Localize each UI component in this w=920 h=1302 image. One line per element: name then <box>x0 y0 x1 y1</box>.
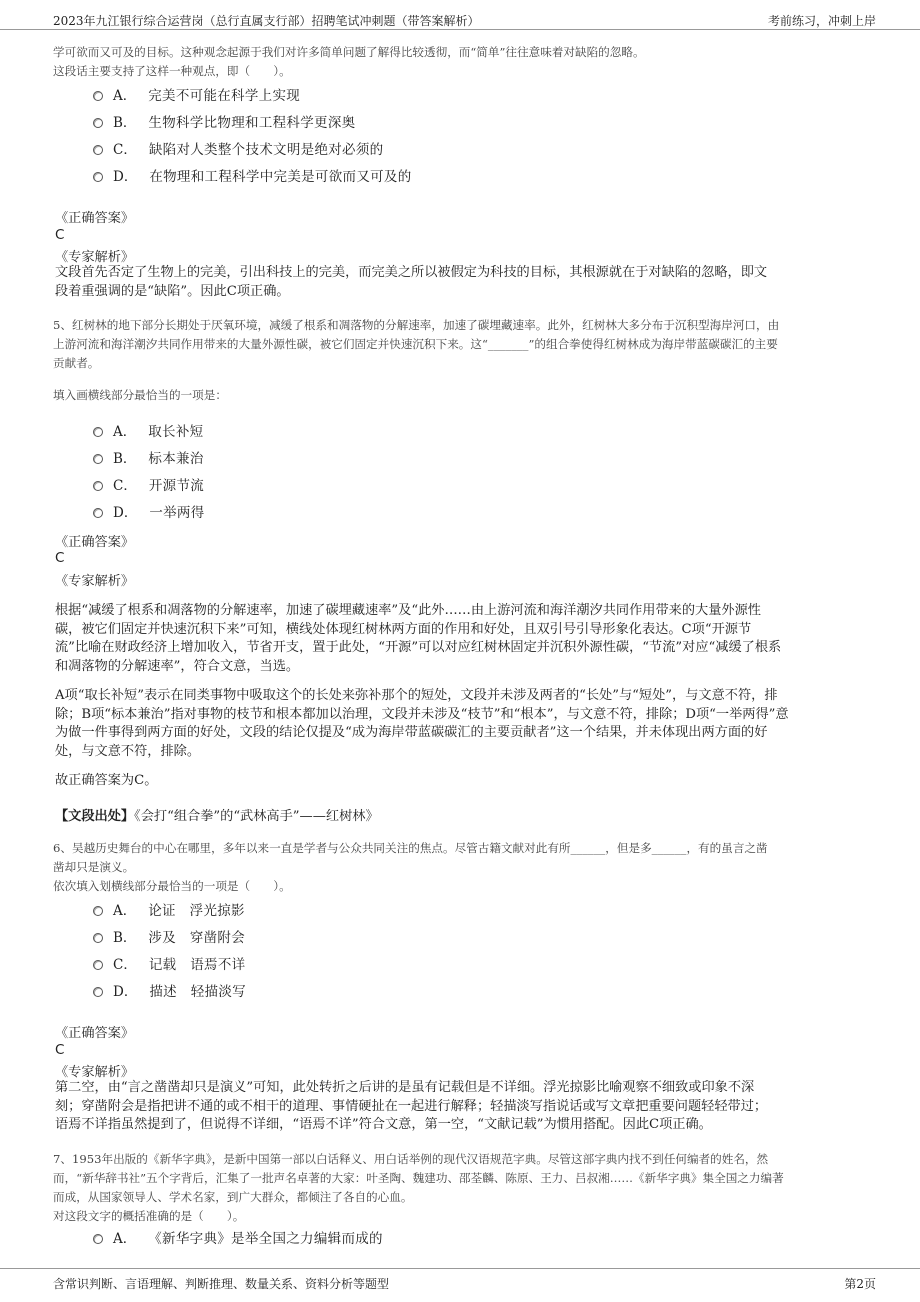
question-5-prompt: 填入画横线部分最恰当的一项是： <box>53 388 227 402</box>
question-4-option-d[interactable]: D． 在物理和工程科学中完美是可欲而又可及的 <box>93 165 412 185</box>
source-title: 《会打“组合拳”的“武林高手”——红树林》 <box>134 809 379 824</box>
page-header <box>0 0 920 30</box>
question-7-stem: 7、1953年出版的《新华字典》，是新中国第一部以白话释义、用白话举例的现代汉语规范字典。尽管这部字典内找不到任何编者的姓名，然 而，“新华辞书社”五个字背后，汇集了一批声名卓著的大家：叶圣陶、魏建功、邵荃麟、陈原、王力、吕叔湘……《新华字典》集全国之力编著 而成，从国家领导人、学术名家，到广大群众，都倾注了各自的心血。 对这段文字的概括准确的是（ ）。 <box>53 1152 784 1223</box>
question-4-option-c[interactable]: C． 缺陷对人类整个技术文明是绝对必须的 <box>93 138 383 158</box>
question-5-analysis-paragraph-2: A项“取长补短”表示在同类事物中吸取这个的长处来弥补那个的短处，文段并未涉及两者的“长处”与“短处”，与文意不符，排 除；B项“标本兼治”指对事物的枝节和根本都加以治理，文段并未涉及“枝节”和“根本”，与文意不符，排除；D项“一举两得”意 为做一件事得到两方面的好处，文段的结论仅提及“成为海岸带蓝碳碳汇的主要贡献者”这一个结果，并未体现出两方面的好 处，与文意不符，排除。 <box>55 688 789 759</box>
answer-value: C <box>55 227 65 243</box>
radio-button-icon[interactable] <box>93 145 103 155</box>
radio-button-icon[interactable] <box>93 454 103 464</box>
radio-button-icon[interactable] <box>93 508 103 518</box>
question-5-option-c[interactable]: C． 开源节流 <box>93 474 204 494</box>
document-title: 2023年九江银行综合运营岗（总行直属支行部）招聘笔试冲刺题（带答案解析） <box>53 14 480 28</box>
question-4-option-a[interactable]: A． 完美不可能在科学上实现 <box>93 84 300 104</box>
answer-label: 《正确答案》 <box>55 1026 135 1041</box>
question-7-option-a[interactable]: A． 《新华字典》是举全国之力编辑而成的 <box>93 1227 383 1247</box>
page-footer <box>0 1268 920 1302</box>
question-6-stem: 6、吴越历史舞台的中心在哪里，多年以来一直是学者与公众共同关注的焦点。尽管古籍文献对此有所______，但是多______，有的虽言之凿 凿却只是演义。 依次填入划横线部分最恰当的一项是（ ）。 <box>53 841 768 893</box>
analysis-label: 《专家解析》 <box>55 574 135 589</box>
radio-button-icon[interactable] <box>93 481 103 491</box>
radio-button-icon[interactable] <box>93 960 103 970</box>
question-5-conclusion: 故正确答案为C。 <box>55 773 158 788</box>
radio-button-icon[interactable] <box>93 172 103 182</box>
question-5-source <box>55 805 379 824</box>
answer-label: 《正确答案》 <box>55 535 135 550</box>
header-slogan: 考前练习，冲刺上岸 <box>767 14 876 28</box>
analysis-label: 《专家解析》 <box>55 250 135 265</box>
question-5-stem: 5、红树林的地下部分长期处于厌氧环境，减缓了根系和凋落物的分解速率，加速了碳埋藏速率。此外，红树林大多分布于沉积型海岸河口，由 上游河流和海洋潮汐共同作用带来的大量外源性碳，被它们固定并快速沉积下来。这“_______”的组合拳使得红树林成为海岸带蓝碳碳汇的主要 贡献者。 <box>53 318 780 370</box>
question-6-analysis: 第二空，由“言之凿凿却只是演义”可知，此处转折之后讲的是虽有记载但是不详细。浮光掠影比喻观察不细致或印象不深 刻；穿凿附会是指把讲不通的或不相干的道理、事情硬扯在一起进行解释；轻描淡写指说话或写文章把重要问题轻轻带过； 语焉不详指虽然提到了，但说得不详细，“语焉不详”符合文意，第一空，“文献记载”为惯用搭配。因此C项正确。 <box>55 1080 768 1132</box>
radio-button-icon[interactable] <box>93 91 103 101</box>
source-label: 【文段出处】 <box>55 809 135 824</box>
question-4-stem: 学可欲而又可及的目标。这种观念起源于我们对许多简单问题了解得比较透彻，而“简单”往往意味着对缺陷的忽略。 这段话主要支持了这样一种观点，即（ ）。 <box>53 45 645 78</box>
question-6-option-a[interactable]: A． 论证 浮光掠影 <box>93 899 245 919</box>
radio-button-icon[interactable] <box>93 118 103 128</box>
question-5-option-b[interactable]: B． 标本兼治 <box>93 447 204 467</box>
question-6-option-b[interactable]: B． 涉及 穿凿附会 <box>93 926 245 946</box>
analysis-label: 《专家解析》 <box>55 1065 135 1080</box>
radio-button-icon[interactable] <box>93 987 103 997</box>
answer-label: 《正确答案》 <box>55 211 135 226</box>
radio-button-icon[interactable] <box>93 906 103 916</box>
question-6-option-c[interactable]: C． 记载 语焉不详 <box>93 953 245 973</box>
page-number: 第2页 <box>844 1277 876 1291</box>
radio-button-icon[interactable] <box>93 933 103 943</box>
question-5-option-a[interactable]: A． 取长补短 <box>93 420 203 440</box>
question-5-analysis-paragraph-1: 根据“减缓了根系和凋落物的分解速率，加速了碳埋藏速率”及“此外……由上游河流和海洋潮汐共同作用带来的大量外源性 碳，被它们固定并快速沉积下来”可知，横线处体现红树林两方面的作用和好处，且双引号引导形象化表达。C项“开源节 流”比喻在财政经济上增加收入，节省开支，置于此处，“开源”可以对应红树林固定并沉积外源性碳，“节流”对应“减缓了根系 和凋落物的分解速率”，符合文意，当选。 <box>55 603 782 674</box>
question-5-option-d[interactable]: D． 一举两得 <box>93 501 205 521</box>
answer-value: C <box>55 550 65 566</box>
radio-button-icon[interactable] <box>93 427 103 437</box>
footer-categories: 含常识判断、言语理解、判断推理、数量关系、资料分析等题型 <box>53 1277 390 1291</box>
answer-value: C <box>55 1042 65 1058</box>
radio-button-icon[interactable] <box>93 1234 103 1244</box>
question-6-option-d[interactable]: D． 描述 轻描淡写 <box>93 980 246 1000</box>
question-4-analysis: 文段首先否定了生物上的完美，引出科技上的完美，而完美之所以被假定为科技的目标，其根源就在于对缺陷的忽略，即文 段着重强调的是“缺陷”。因此C项正确。 <box>55 265 768 299</box>
question-4-option-b[interactable]: B． 生物科学比物理和工程科学更深奥 <box>93 111 355 131</box>
